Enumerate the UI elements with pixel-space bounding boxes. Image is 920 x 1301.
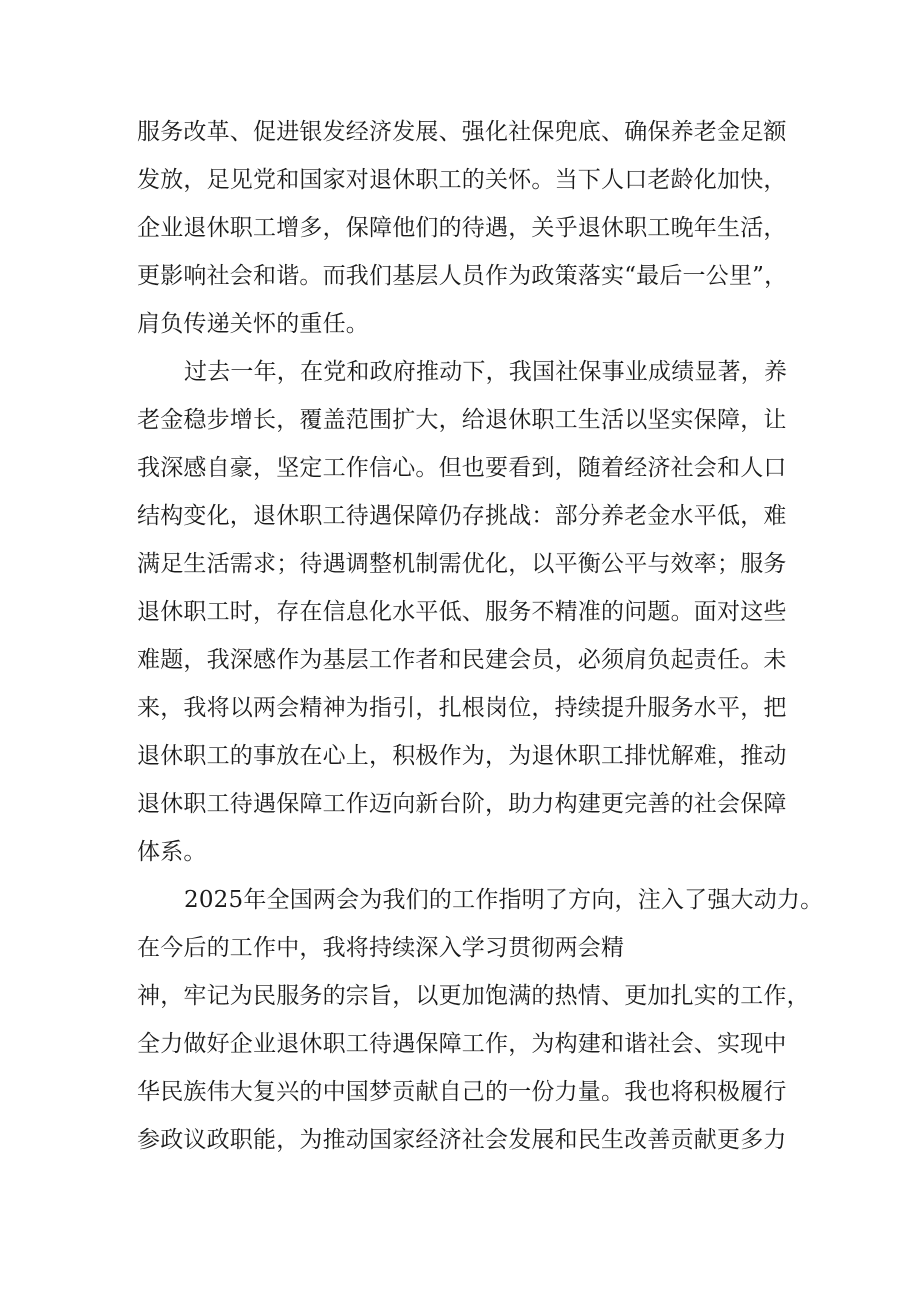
text-line: 难题，我深感作为基层工作者和民建会员，必须肩负起责任。未 xyxy=(137,647,787,673)
text-line: 企业退休职工增多，保障他们的待遇，关乎退休职工晚年生活， xyxy=(137,215,787,241)
text-line: 退休职工时，存在信息化水平低、服务不精准的问题。面对这些 xyxy=(137,599,787,625)
paragraph-first-line: 2025年全国两会为我们的工作指明了方向，注入了强大动力。 xyxy=(184,887,824,913)
paragraph-first-line: 过去一年，在党和政府推动下，我国社保事业成绩显著，养 xyxy=(184,359,788,385)
text-line: 发放，足见党和国家对退休职工的关怀。当下人口老龄化加快， xyxy=(137,167,787,193)
text-line: 参政议政职能，为推动国家经济社会发展和民生改善贡献更多力 xyxy=(137,1127,787,1153)
text-line: 全力做好企业退休职工待遇保障工作，为构建和谐社会、实现中 xyxy=(137,1031,787,1057)
text-line: 体系。 xyxy=(137,839,207,865)
text-line: 来，我将以两会精神为指引，扎根岗位，持续提升服务水平，把 xyxy=(137,695,787,721)
text-line: 我深感自豪，坚定工作信心。但也要看到，随着经济社会和人口 xyxy=(137,455,787,481)
text-line: 老金稳步增长，覆盖范围扩大，给退休职工生活以坚实保障，让 xyxy=(137,407,787,433)
text-line: 服务改革、促进银发经济发展、强化社保兜底、确保养老金足额 xyxy=(137,119,787,145)
text-line: 更影响社会和谐。而我们基层人员作为政策落实“最后一公里”， xyxy=(137,263,788,289)
text-line: 结构变化，退休职工待遇保障仍存挑战：部分养老金水平低，难 xyxy=(137,503,787,529)
text-line: 神，牢记为民服务的宗旨，以更加饱满的热情、更加扎实的工作， xyxy=(137,983,810,1009)
text-line: 满足生活需求；待遇调整机制需优化，以平衡公平与效率；服务 xyxy=(137,551,787,577)
text-line: 华民族伟大复兴的中国梦贡献自己的一份力量。我也将积极履行 xyxy=(137,1079,787,1105)
text-line: 退休职工待遇保障工作迈向新台阶，助力构建更完善的社会保障 xyxy=(137,791,787,817)
text-line: 在今后的工作中，我将持续深入学习贯彻两会精 xyxy=(137,935,625,961)
text-line: 退休职工的事放在心上，积极作为，为退休职工排忧解难，推动 xyxy=(137,743,787,769)
text-line: 肩负传递关怀的重任。 xyxy=(137,311,369,337)
